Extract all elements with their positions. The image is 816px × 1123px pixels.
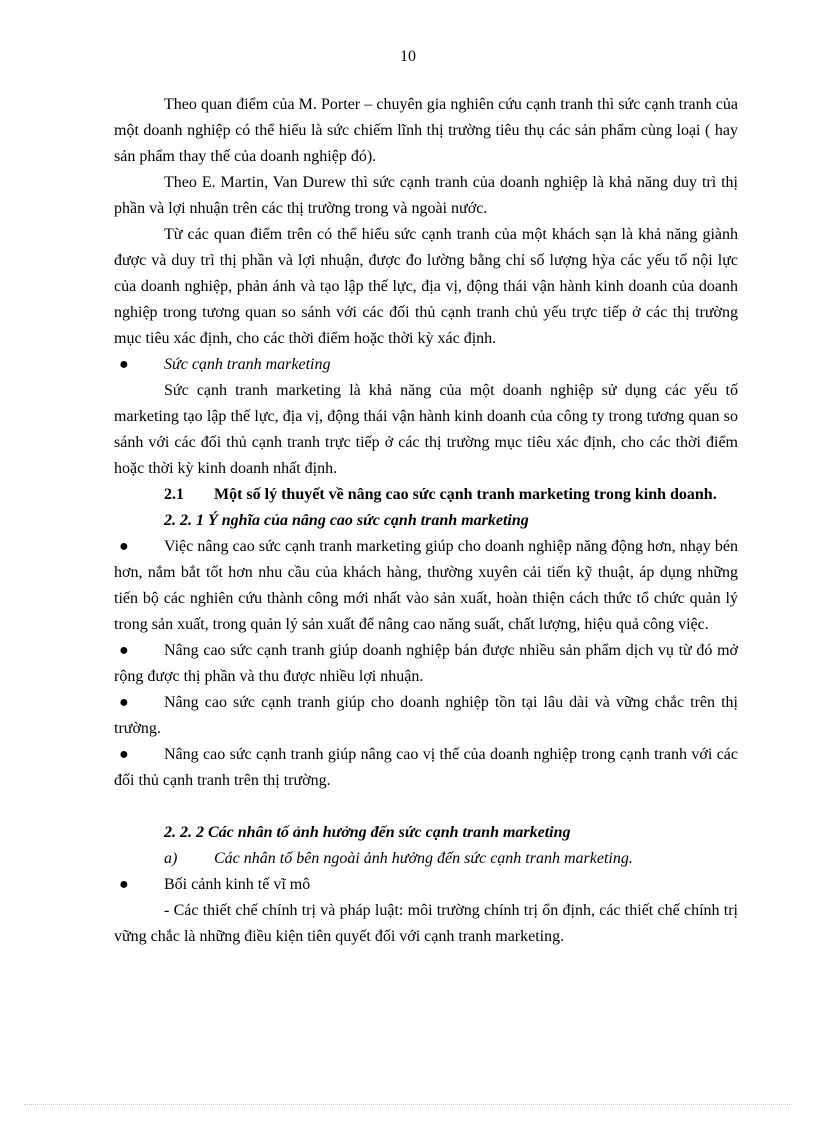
subsection-label: a) xyxy=(164,850,178,867)
bullet-text: Nâng cao sức cạnh tranh giúp cho doanh nghiệp tồn tại lâu dài và vững chắc trên thị trường. xyxy=(114,694,738,737)
page-body xyxy=(114,92,738,950)
bullet-icon: ● xyxy=(119,356,129,373)
bullet-text: Nâng cao sức cạnh tranh giúp doanh nghiệp bán được nhiều sản phẩm dịch vụ từ đó mở rộng được thị phần và thu được nhiều lợi nhuận. xyxy=(114,642,738,685)
paragraph-political-legal: - Các thiết chế chính trị và pháp luật: môi trường chính trị ổn định, các thiết chế chính trị vững chắc là những điều kiện tiên quyết đối với cạnh tranh marketing. xyxy=(114,902,738,945)
paragraph-martin: Theo E. Martin, Van Durew thì sức cạnh tranh của doanh nghiệp là khả năng duy trì thị phần và lợi nhuận trên các thị trường trong và ngoài nước. xyxy=(114,174,738,217)
bullet-text: Bối cảnh kinh tế vĩ mô xyxy=(164,876,311,893)
paragraph-porter: Theo quan điểm của M. Porter – chuyên gia nghiên cứu cạnh tranh thì sức cạnh tranh của một doanh nghiệp có thể hiểu là sức chiếm lĩnh thị trường tiêu thụ các sản phẩm cùng loại ( hay sản phẩm thay thế của doanh nghiệp đó). xyxy=(114,96,738,165)
bullet-icon: ● xyxy=(119,642,129,659)
bullet-item xyxy=(114,742,738,794)
section-heading-2-1 xyxy=(114,482,738,508)
bullet-text: Nâng cao sức cạnh tranh giúp nâng cao vị thế của doanh nghiệp trong cạnh tranh với các đối thủ cạnh tranh trên thị trường. xyxy=(114,746,738,789)
spacer xyxy=(114,794,738,820)
bullet-label: Sức cạnh tranh marketing xyxy=(164,356,331,373)
bullet-text: Việc nâng cao sức cạnh tranh marketing giúp cho doanh nghiệp năng động hơn, nhạy bén hơn, nắm bắt tốt hơn nhu cầu của khách hàng, thường xuyên cải tiến kỹ thuật, áp dụng những tiến bộ các nghiên cứu thành công mới nhất vào sản xuất, hoàn thiện cách thức tổ chức quản lý trong sản xuất, trong quản lý sản xuất để nâng cao năng suất, chất lượng, hiệu quả công việc. xyxy=(114,538,738,633)
bullet-icon: ● xyxy=(119,876,129,893)
bullet-icon: ● xyxy=(119,746,129,763)
page-number: 10 xyxy=(400,48,416,65)
bullet-item xyxy=(114,638,738,690)
paragraph-marketing-definition: Sức cạnh tranh marketing là khả năng của một doanh nghiệp sử dụng các yếu tố marketing tạo lập thế lực, địa vị, động thái vận hành kinh doanh của công ty trong tương quan so sánh với các đối thủ cạnh tranh trực tiếp ở các thị trường mục tiêu xác định, cho các thời điểm hoặc thời kỳ kinh doanh nhất định. xyxy=(114,382,738,477)
bullet-item xyxy=(114,534,738,638)
bullet-item xyxy=(114,690,738,742)
section-number: 2.1 xyxy=(164,486,184,503)
subsection-title: Các nhân tố bên ngoài ảnh hưởng đến sức cạnh tranh marketing. xyxy=(214,850,633,867)
bullet-icon: ● xyxy=(119,694,129,711)
section-heading-2-2-2: 2. 2. 2 Các nhân tố ảnh hưởng đến sức cạnh tranh marketing xyxy=(164,824,571,841)
bullet-item xyxy=(114,872,738,898)
bullet-icon: ● xyxy=(119,538,129,555)
paragraph-definition: Từ các quan điểm trên có thể hiểu sức cạnh tranh của một khách sạn là khả năng giành được và duy trì thị phần và lợi nhuận, được đo lường bằng chỉ số lượng hỳa các yếu tố nội lực của doanh nghiệp, phản ánh và tạo lập thế lực, địa vị, động thái vận hành kinh doanh của doanh nghiệp trong tương quan so sánh với các đối thủ cạnh tranh chủ yếu trực tiếp ở các thị trường mục tiêu xác định, cho các thời điểm hoặc thời kỳ xác định. xyxy=(114,226,738,347)
page-bottom-divider xyxy=(24,1104,792,1105)
section-heading-2-2-1: 2. 2. 1 Ý nghĩa của nâng cao sức cạnh tranh marketing xyxy=(164,512,529,529)
section-title: Một số lý thuyết về nâng cao sức cạnh tranh marketing trong kinh doanh. xyxy=(214,486,717,503)
subsection-a xyxy=(114,846,738,872)
bullet-item xyxy=(114,352,738,378)
